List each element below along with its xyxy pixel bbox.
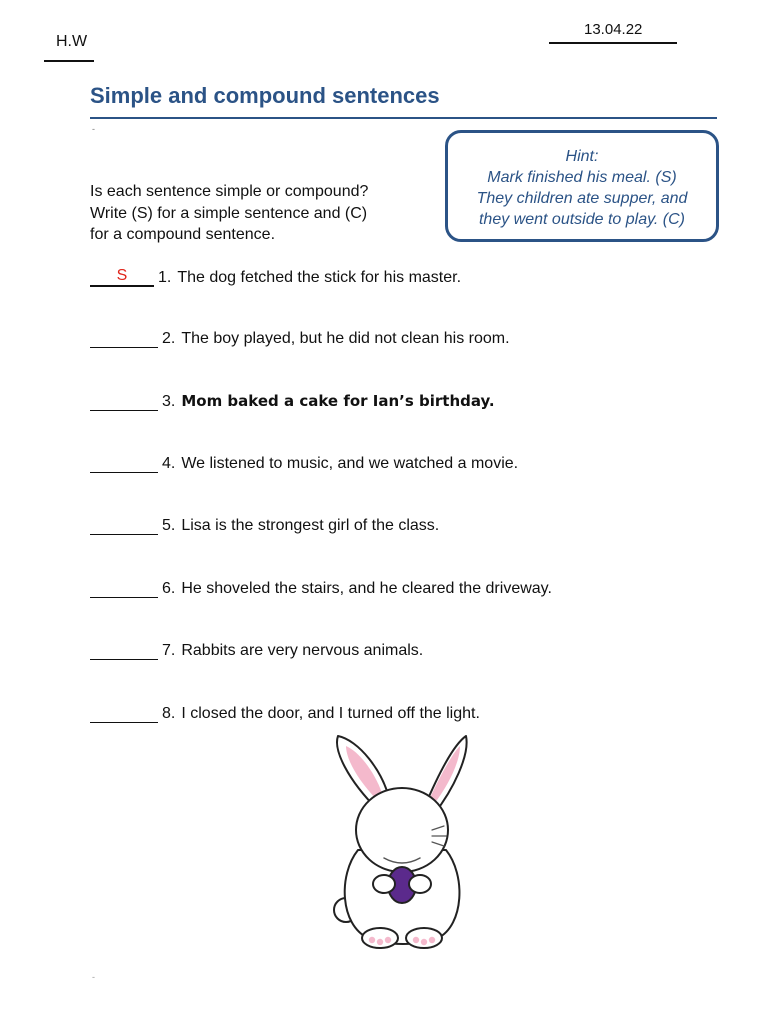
question-number: 5. — [162, 517, 176, 534]
question-text: Mom baked a cake for Ian’s birthday. — [181, 392, 495, 410]
instruction-line: for a compound sentence. — [90, 226, 276, 243]
question-item — [90, 641, 423, 663]
worksheet-title: Simple and compound sentences — [90, 83, 440, 108]
question-number: 1. — [158, 269, 172, 286]
date-underline — [549, 42, 677, 44]
footer-mark: - — [92, 972, 95, 982]
question-item — [90, 454, 518, 476]
bunny-right-paw — [409, 875, 431, 893]
hw-label: H.W — [56, 33, 88, 50]
hint-line: they went outside to play. (C) — [478, 211, 686, 228]
question-text: The boy played, but he did not clean his room. — [181, 330, 510, 347]
question-text: We listened to music, and we watched a movie. — [181, 455, 519, 472]
instructions — [90, 181, 420, 246]
question-item — [90, 704, 480, 726]
hint-box — [445, 130, 719, 242]
answer-blank[interactable] — [90, 454, 158, 473]
bunny-head — [356, 788, 448, 872]
title-rule — [90, 117, 717, 119]
question-text: The dog fetched the stick for his master. — [177, 269, 462, 286]
answer-blank[interactable] — [90, 641, 158, 660]
answer-blank[interactable] — [90, 267, 154, 287]
instruction-line: Write (S) for a simple sentence and (C) — [90, 204, 368, 222]
question-item — [90, 267, 461, 289]
answer-blank[interactable] — [90, 579, 158, 598]
question-text: He shoveled the stairs, and he cleared the driveway. — [181, 580, 552, 597]
instruction-line: Is each sentence simple or compound? — [90, 183, 369, 200]
question-number: 4. — [162, 455, 176, 472]
date-label: 13.04.22 — [584, 21, 643, 38]
hw-underline — [44, 60, 94, 62]
hint-line: Mark finished his meal. (S) — [487, 169, 677, 186]
question-text: Rabbits are very nervous animals. — [181, 642, 424, 659]
hint-label: Hint: — [565, 148, 599, 165]
question-number: 6. — [162, 580, 176, 597]
question-number: 2. — [162, 330, 176, 347]
top-mark: - — [92, 124, 95, 134]
hint-line: They children ate supper, and — [476, 190, 688, 207]
bunny-illustration — [328, 730, 476, 952]
bunny-left-paw — [373, 875, 395, 893]
answer-text: S — [116, 267, 128, 284]
question-item — [90, 516, 439, 538]
question-number: 7. — [162, 642, 176, 659]
question-text: I closed the door, and I turned off the light. — [181, 705, 480, 722]
question-number: 3. — [162, 393, 176, 410]
answer-blank[interactable] — [90, 392, 158, 411]
answer-blank[interactable] — [90, 516, 158, 535]
answer-blank[interactable] — [90, 704, 158, 723]
question-item — [90, 392, 495, 414]
question-text: Lisa is the strongest girl of the class. — [181, 517, 440, 534]
question-number: 8. — [162, 705, 176, 722]
question-item — [90, 329, 510, 351]
question-item — [90, 579, 552, 601]
answer-blank[interactable] — [90, 329, 158, 348]
